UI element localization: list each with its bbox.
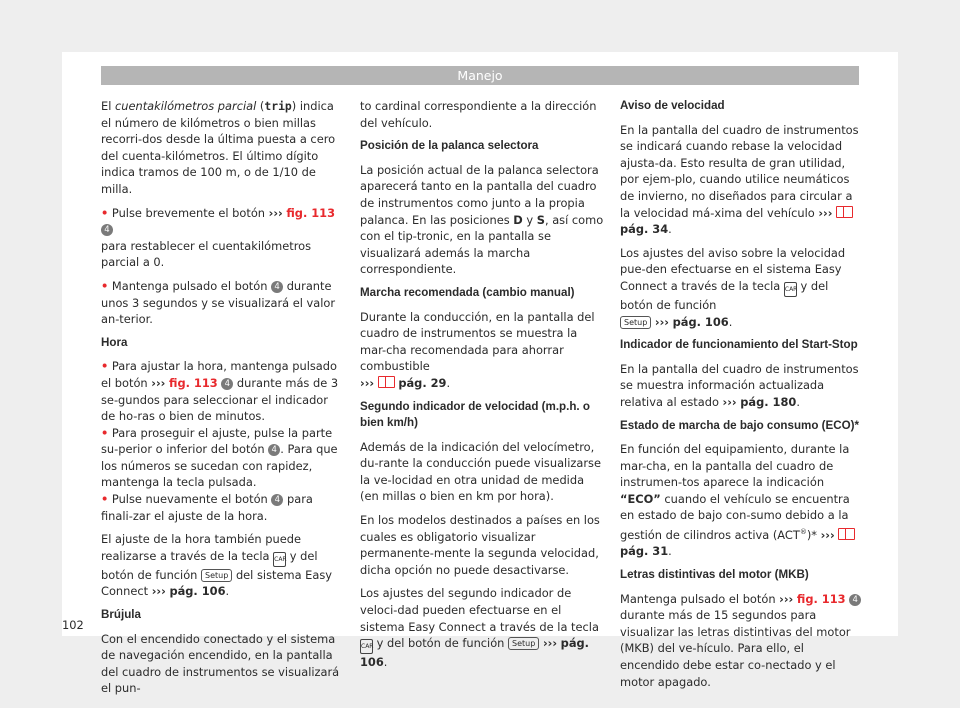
car-key-icon: CAR [273, 552, 286, 567]
fig-link[interactable]: fig. 113 [796, 591, 846, 606]
heading: Segundo indicador de velocidad (m.p.h. o bien km/h) [360, 399, 590, 430]
setup-key-icon: Setup [508, 637, 539, 650]
setup-key-icon: Setup [201, 569, 232, 582]
button-4-icon: 4 [221, 378, 233, 390]
paragraph: En los modelos destinados a países en los cuales es obligatorio visualizar permanente-mente la segunda velocidad, dicha opción no puede desactivarse. [360, 513, 600, 577]
page-link[interactable]: pág. 34 [620, 222, 669, 237]
page-number: 102 [62, 618, 84, 632]
book-icon [838, 528, 855, 540]
paragraph: to cardinal correspondiente a la dirección del vehículo. [360, 99, 597, 130]
heading: Indicador de funcionamiento del Start-Stop [620, 338, 858, 352]
paragraph: Además de la indicación del velocímetro, du-rante la conducción puede visualizarse la ve-locidad en otra unidad de medida (en millas o bien en km por hora). [360, 439, 601, 504]
paragraph: Los ajustes del segundo indicador de veloci-dad pueden efectuarse en el sistema Easy Connect a través de la tecla CAR y del botón de función Setup ››› pág. 106. [360, 586, 599, 670]
list-item: • Pulse nuevamente el botón 4 para finali-zar el ajuste de la hora. [101, 492, 313, 523]
list-item: • Para proseguir el ajuste, pulse la parte su-perior o inferior del botón 4 . Para que los números se sucedan con rapidez, mantenga la tecla pulsada. [101, 425, 338, 490]
heading: Posición de la palanca selectora [360, 139, 539, 153]
paragraph: El cuentakilómetros parcial (trip) indica el número de kilómetros o bien millas recorri-dos desde la última puesta a cero del cuenta-kilómetros. El último dígito indica tramos de 100 m, o de 1/10 de milla. [101, 99, 336, 196]
heading: Estado de marcha de bajo consumo (ECO)* [620, 418, 860, 432]
button-4-icon: 4 [271, 494, 283, 506]
list-item: • Mantenga pulsado el botón 4 durante unos 3 segundos y se visualizará el valor an-terior. [101, 278, 336, 327]
button-4-icon: 4 [268, 444, 280, 456]
heading-hora: Hora [101, 335, 128, 349]
button-4-icon: 4 [271, 281, 283, 293]
list-item: • Para ajustar la hora, mantenga pulsado el botón ››› fig. 113 4 durante más de 3 se-gundos para seleccionar el indicador de ho-ras o bien de minutos. [101, 359, 339, 424]
book-icon [836, 206, 853, 218]
setup-key-icon: Setup [620, 316, 651, 329]
fig-link[interactable]: fig. 113 [286, 205, 336, 220]
page-link[interactable]: pág. 106 [360, 636, 589, 670]
paragraph: En la pantalla del cuadro de instrumentos se muestra información actualizada relativa al estado ››› pág. 180. [620, 361, 859, 409]
heading: Aviso de velocidad [620, 99, 725, 112]
paragraph: En la pantalla del cuadro de instrumentos se indicará cuando rebase la velocidad ajusta-da. Esto resulta de gran utilidad, por ejem-plo, cuando utilice neumáticos de invierno, no diseñados para circular a la velocidad má-xima del vehículo ››› pág. 34. [620, 122, 859, 237]
page-link[interactable]: pág. 31 [620, 544, 669, 559]
car-key-icon: CAR [784, 282, 797, 297]
column-2 [360, 98, 604, 678]
button-4-icon: 4 [849, 594, 861, 606]
book-icon [378, 376, 395, 388]
paragraph: En función del equipamiento, durante la mar-cha, en la pantalla del cuadro de instrumen-tos aparece la indicación “ECO” cuando el vehículo se encuentra en estado de bajo con-sumo debido a la gestión de cilindros activa (ACT®)* ››› pág. 31. [620, 441, 864, 560]
page-link[interactable]: pág. 106 [672, 314, 729, 329]
column-1 [101, 98, 345, 704]
heading-brujula: Brújula [101, 608, 141, 622]
column-3 [620, 98, 864, 697]
heading: Marcha recomendada (cambio manual) [360, 285, 575, 299]
car-key-icon: CAR [360, 639, 373, 654]
page-link[interactable]: pág. 180 [740, 394, 797, 409]
paragraph: Con el encendido conectado y el sistema de navegación encendido, en la pantalla del cuadro de instrumentos se visualizará el pun- [101, 631, 340, 696]
button-4-icon: 4 [101, 224, 113, 236]
paragraph: El ajuste de la hora también puede realizarse a través de la tecla CAR y del botón de función Setup del sistema Easy Connect ››› pág. 106. [101, 532, 333, 599]
page-link[interactable]: pág. 29 [398, 375, 447, 390]
paragraph: Mantenga pulsado el botón ››› fig. 113 4 durante más de 15 segundos para visualizar las letras distintivas del motor (MKB) del ve-hículo. Para ello, el encendido debe estar co-nectado y el motor apagado. [620, 591, 864, 691]
list-item: • Pulse brevemente el botón ››› fig. 113 4 para restablecer el cuentakilómetros parcial a 0. [101, 205, 336, 270]
paragraph: Durante la conducción, en la pantalla del cuadro de instrumentos se muestra la mar-cha recomendada para ahorrar combustible ››› pág. 29. [360, 309, 595, 390]
paragraph: Los ajustes del aviso sobre la velocidad pue-den efectuarse en el sistema Easy Connect a través de la tecla CAR y del botón de función Setup ››› pág. 106. [620, 245, 846, 329]
heading: Letras distintivas del motor (MKB) [620, 568, 809, 582]
paragraph: La posición actual de la palanca selectora aparecerá tanto en la pantalla del cuadro de instrumentos como junto a la propia palanca. En las posiciones D y S, así como con el tip-tronic, en la pantalla se visualizará además la marcha correspondiente. [360, 162, 604, 277]
page-link[interactable]: pág. 106 [169, 584, 226, 599]
page-header: Manejo [101, 66, 859, 85]
fig-link[interactable]: fig. 113 [169, 375, 218, 390]
